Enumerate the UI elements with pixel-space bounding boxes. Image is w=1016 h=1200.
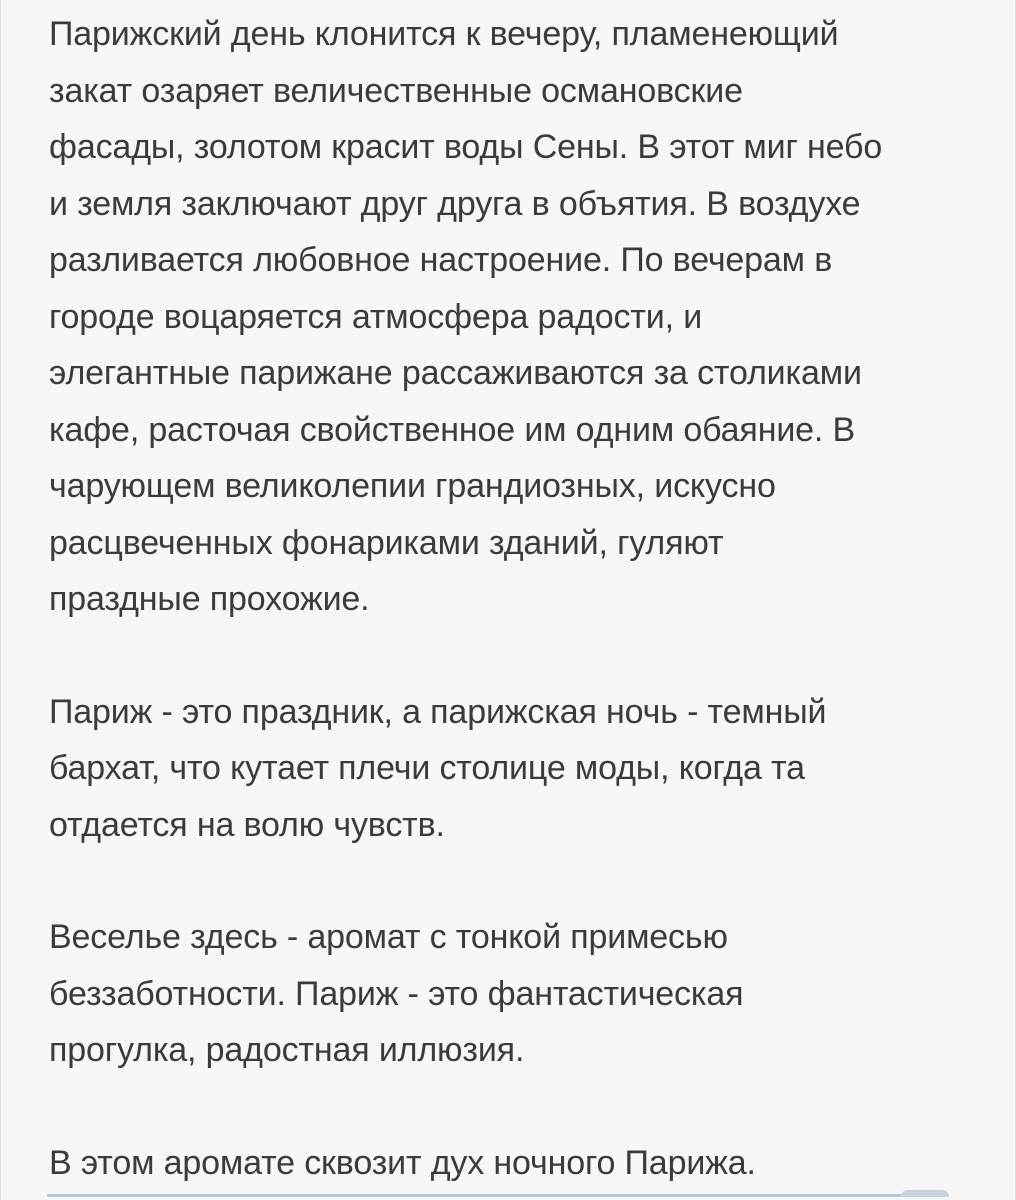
text-line: Веселье здесь - аромат с тонкой примесью	[49, 918, 728, 956]
text-line: разливается любовное настроение. По вечерам в	[49, 241, 833, 279]
text-line: Париж - это праздник, а парижская ночь - темный	[49, 692, 827, 731]
text-line: Парижский день клонится к вечеру, пламенеющий	[49, 15, 839, 53]
text-line: прогулка, радостная иллюзия.	[49, 1031, 525, 1069]
text-line: чарующем великолепии грандиозных, искусно	[49, 467, 776, 505]
paragraph-4	[49, 1135, 989, 1192]
text-line: кафе, расточая свойственное им одним обаяние. В	[49, 410, 856, 449]
text-line: расцвеченных фонариками зданий, гуляют	[49, 523, 724, 562]
paragraph-1	[49, 6, 989, 628]
text-line: бархат, что кутает плечи столице моды, когда та	[49, 749, 805, 787]
bottom-divider	[47, 1194, 949, 1197]
text-line: отдается на волю чувств.	[49, 805, 445, 844]
text-line: элегантные парижане рассаживаются за столиками	[49, 354, 862, 392]
text-line: городе воцаряется атмосфера радости, и	[49, 297, 703, 336]
paragraph-3	[49, 909, 989, 1079]
paragraph-2	[49, 684, 989, 854]
text-line: В этом аромате сквозит дух ночного Парижа.	[49, 1143, 756, 1182]
text-line: закат озаряет величественные османовские	[49, 71, 743, 110]
message-text	[49, 6, 989, 1191]
text-line: фасады, золотом красит воды Сены. В этот миг небо	[49, 128, 883, 166]
text-line: праздные прохожие.	[49, 580, 370, 618]
text-line: и земля заключают друг друга в объятия. В воздухе	[49, 184, 861, 223]
text-line: беззаботности. Париж - это фантастическая	[49, 974, 744, 1013]
bottom-divider-cap	[901, 1190, 949, 1197]
